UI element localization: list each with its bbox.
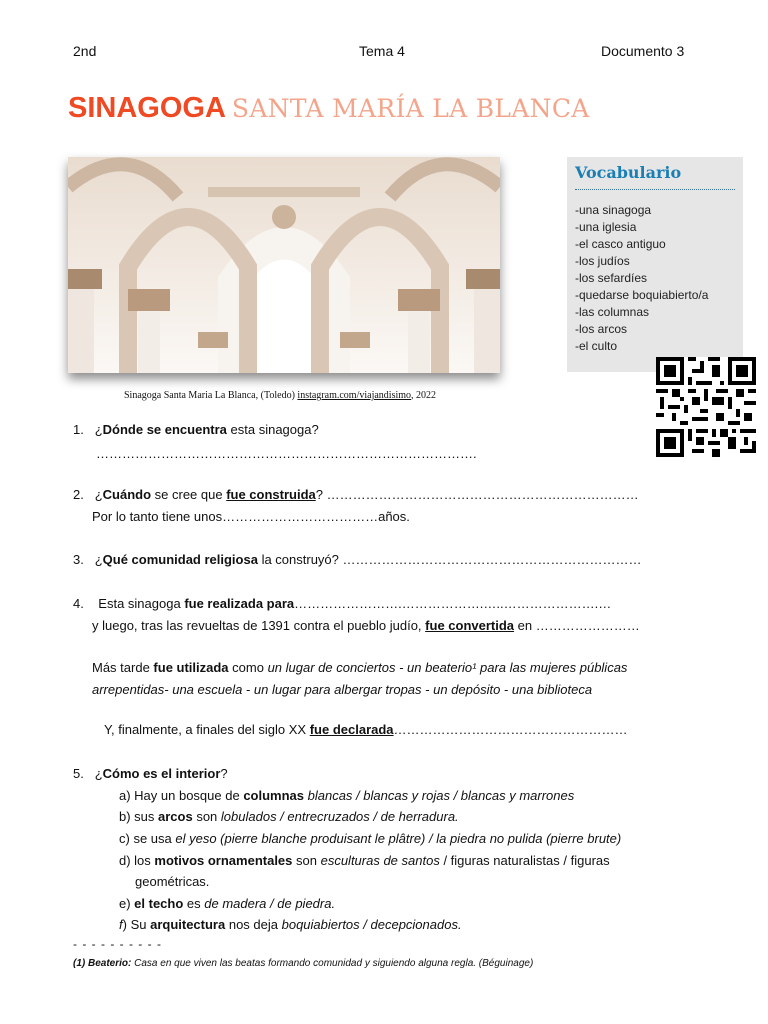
title-bold: SINAGOGA — [68, 92, 226, 124]
vocab-item: -los arcos — [575, 322, 628, 336]
q5d-text: d) los — [119, 853, 155, 868]
answer-line-1[interactable]: ……………………………………………………………………………. — [96, 446, 477, 461]
q4-underlined-1: fue convertida — [425, 618, 515, 633]
photo-caption — [124, 390, 436, 401]
question-number: 1. — [73, 422, 84, 437]
vocab-item: -los judíos — [575, 254, 630, 268]
q5e-text: e) — [119, 896, 135, 911]
header-level: 2nd — [73, 43, 97, 59]
q1-pre: ¿ — [94, 422, 103, 437]
q2-keyword: Cuándo — [102, 487, 152, 502]
vocab-item: -los sefardíes — [575, 271, 648, 285]
q4-line3-como: como — [228, 660, 268, 675]
q5a-text: a) Hay un bosque de — [119, 788, 244, 803]
question-4 — [73, 596, 611, 612]
question-number: 2. — [73, 487, 84, 502]
answer-line-4b[interactable]: en …………………… — [514, 618, 640, 633]
q5-option-f[interactable] — [119, 917, 462, 933]
q5b-choices: lobulados / entrecruzados / de herradura. — [220, 809, 459, 824]
q5f-letter: f — [119, 917, 123, 932]
q5-option-d-line2: geométricas. — [135, 874, 210, 889]
q5-post: ? — [220, 766, 228, 781]
question-1 — [73, 422, 319, 438]
question-number: 4. — [73, 596, 84, 611]
question-2 — [73, 487, 639, 503]
vocab-item: -el casco antiguo — [575, 237, 666, 251]
q5f-choices: boquiabiertos / decepcionados. — [281, 917, 462, 932]
q5-option-c[interactable] — [119, 831, 621, 847]
q4-line3-text: Más tarde — [92, 660, 154, 675]
q1-keyword: Dónde se encuentra — [102, 422, 227, 437]
synagogue-photo — [68, 157, 500, 373]
q5f-text: ) Su — [122, 917, 151, 932]
q3-pre: ¿ — [94, 552, 103, 567]
vocab-item: -una iglesia — [575, 220, 637, 234]
answer-line-3[interactable]: la construyó? …………………………………………………………… — [257, 552, 642, 567]
title-light: SANTA MARÍA LA BLANCA — [231, 94, 590, 123]
q4-keyword: fue realizada para — [184, 596, 295, 611]
q5d-keyword: motivos ornamentales — [154, 853, 293, 868]
q2-followup-text: Por lo tanto tiene unos — [92, 509, 223, 524]
caption-link[interactable]: instagram.com/viajandisimo — [297, 390, 412, 401]
q5b-son: son — [192, 809, 221, 824]
q5-option-b[interactable] — [119, 809, 459, 825]
q5b-text: b) sus — [119, 809, 159, 824]
q4-keyword-2: fue utilizada — [153, 660, 229, 675]
q5-keyword: Cómo es el interior — [102, 766, 221, 781]
header-topic: Tema 4 — [359, 43, 405, 59]
q5a-choices: blancas / blancas y rojas / blancas y marrones — [304, 788, 575, 803]
footnote — [73, 958, 533, 969]
q5-pre: ¿ — [94, 766, 103, 781]
footnote-separator: - - - - - - - - - - — [73, 937, 162, 951]
q2-underlined: fue construida — [226, 487, 316, 502]
q5f-keyword: arquitectura — [150, 917, 226, 932]
q4-line5-text: Y, finalmente, a finales del siglo XX — [104, 722, 310, 737]
question-4-line3 — [92, 660, 627, 676]
q3-keyword: Qué comunidad religiosa — [102, 552, 258, 567]
header-document: Documento 3 — [601, 43, 685, 59]
q5e-choices: de madera / de piedra. — [204, 896, 336, 911]
footnote-definition: Casa en que viven las beatas formando comunidad y siguiendo alguna regla. (Béguinage) — [131, 958, 534, 969]
q5e-es: es — [183, 896, 205, 911]
vocabulary-divider — [575, 189, 735, 190]
answer-line-4c[interactable]: ……………………………………………… — [393, 722, 628, 737]
q5d-choices-rest: / figuras naturalistas / figuras — [439, 853, 610, 868]
question-3 — [73, 552, 642, 568]
vocabulary-box — [567, 157, 743, 372]
caption-year: , 2022 — [411, 390, 437, 401]
q4-underlined-2: fue declarada — [309, 722, 394, 737]
question-number: 3. — [73, 552, 84, 567]
question-2-followup — [92, 509, 410, 525]
question-5 — [73, 766, 228, 782]
q5-option-e[interactable] — [119, 896, 335, 912]
answer-line-2b[interactable]: ……………………………… — [222, 509, 379, 524]
q4-options-1: un lugar de conciertos - un beaterio¹ para las mujeres públicas — [267, 660, 628, 675]
q5-option-d[interactable] — [119, 853, 610, 869]
answer-line-4a[interactable]: …………………….……………….…..………………….… — [294, 596, 612, 611]
q2-pre: ¿ — [94, 487, 103, 502]
qr-code-icon[interactable] — [656, 357, 756, 457]
vocabulary-list — [575, 202, 708, 355]
q2-text: se cree que — [151, 487, 227, 502]
caption-text: Sinagoga Santa Maria La Blanca, (Toledo) — [124, 390, 298, 401]
q4-text: Esta sinagoga — [98, 596, 185, 611]
question-4-line5 — [104, 722, 628, 738]
q5a-keyword: columnas — [243, 788, 304, 803]
vocab-item: -las columnas — [575, 305, 650, 319]
q4-options-2: arrepentidas- una escuela - un lugar para albergar tropas - un depósito - una biblioteca — [92, 682, 593, 697]
q5d-son: son — [292, 853, 321, 868]
q5d-choice-1: esculturas de santos — [320, 853, 440, 868]
q1-text: esta sinagoga? — [226, 422, 319, 437]
q5c-text: c) se usa — [119, 831, 176, 846]
question-4-line2 — [92, 618, 640, 634]
q5b-keyword: arcos — [158, 809, 193, 824]
page-title — [68, 92, 590, 125]
q5e-keyword: el techo — [134, 896, 184, 911]
footnote-term: (1) Beaterio: — [73, 958, 132, 969]
vocab-item: -el culto — [575, 339, 618, 353]
vocab-item: -una sinagoga — [575, 203, 652, 217]
question-number: 5. — [73, 766, 84, 781]
vocabulary-title: Vocabulario — [575, 163, 682, 182]
q4-line2-text: y luego, tras las revueltas de 1391 contra el pueblo judío, — [92, 618, 426, 633]
answer-line-2[interactable]: ? ……………………………………………………………… — [315, 487, 639, 502]
q5c-choices: el yeso (pierre blanche produisant le plâtre) / la piedra no pulida (pierre brute) — [175, 831, 622, 846]
q5f-text-2: nos deja — [225, 917, 282, 932]
q2-followup-unit: años. — [378, 509, 410, 524]
vocab-item: -quedarse boquiabierto/a — [575, 288, 709, 302]
q5-option-a[interactable] — [119, 788, 574, 804]
